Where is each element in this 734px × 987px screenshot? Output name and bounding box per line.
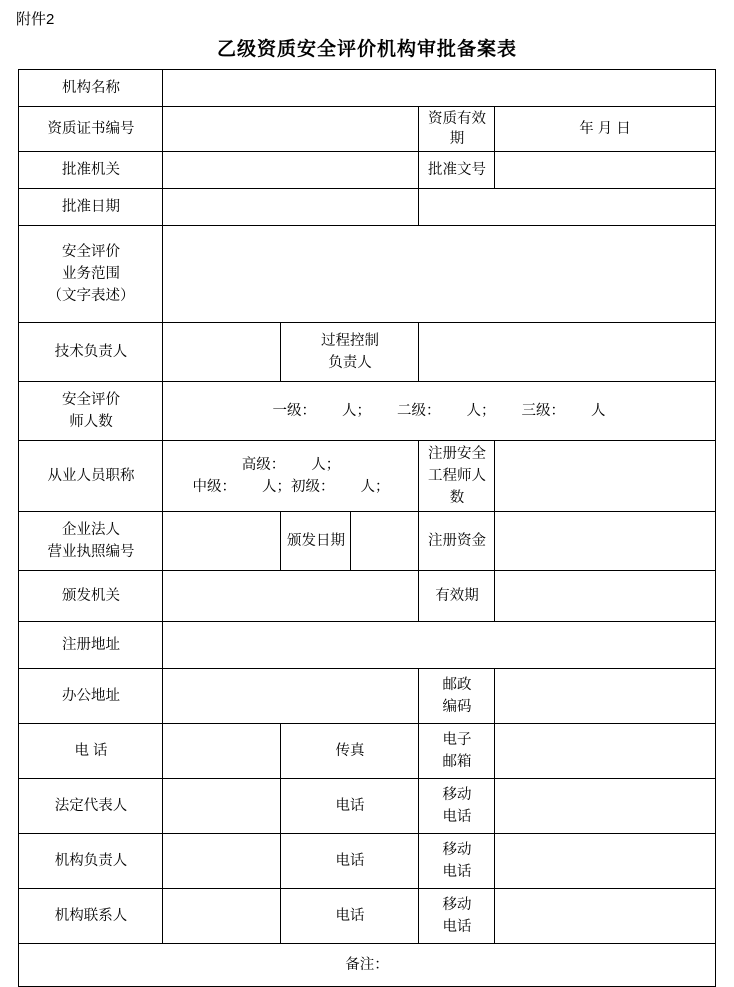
table-row	[19, 107, 715, 152]
value-business-scope[interactable]	[163, 226, 715, 323]
label-postcode	[419, 669, 495, 724]
email-line-1: 电子	[442, 732, 472, 748]
assessor-level-2-label: 二级：	[396, 403, 441, 419]
business-scope-line-2: 业务范围	[61, 266, 120, 282]
value-approval-org[interactable]	[163, 152, 419, 189]
license-line-2: 营业执照编号	[47, 544, 135, 560]
staff-mid-unit: 人；	[261, 479, 291, 495]
label-cert-no: 资质证书编号	[19, 107, 163, 152]
label-tech-leader: 技术负责人	[19, 323, 163, 382]
label-org-contact: 机构联系人	[19, 889, 163, 944]
label-legal-representative: 法定代表人	[19, 779, 163, 834]
value-cert-validity[interactable]: 年 月 日	[495, 107, 715, 152]
postcode-line-1: 邮政	[442, 677, 472, 693]
table-row	[19, 152, 715, 189]
attachment-label: 附件2	[16, 11, 55, 28]
org-leader-mobile-line-1: 移动	[442, 842, 472, 858]
value-approval-doc-no[interactable]	[495, 152, 715, 189]
label-telephone: 电 话	[19, 724, 163, 779]
table-row	[19, 382, 715, 441]
label-staff-titles: 从业人员职称	[19, 441, 163, 512]
process-control-line-2: 负责人	[328, 355, 372, 371]
value-registered-capital[interactable]	[495, 512, 715, 571]
value-legal-representative[interactable]	[163, 779, 281, 834]
table-row	[19, 189, 715, 226]
value-issuing-authority[interactable]	[163, 571, 419, 622]
legal-rep-mobile-line-1: 移动	[442, 787, 472, 803]
label-process-control-leader	[281, 323, 419, 382]
org-leader-mobile-line-2: 电话	[442, 864, 472, 880]
table-row	[19, 724, 715, 779]
staff-mid-label: 中级：	[192, 479, 236, 495]
assessor-count-line-2: 师人数	[69, 414, 113, 430]
label-org-contact-mobile	[419, 889, 495, 944]
value-issue-date[interactable]	[351, 512, 419, 571]
label-legal-rep-mobile	[419, 779, 495, 834]
license-line-1: 企业法人	[61, 522, 120, 538]
assessor-level-2-unit: 人；	[466, 403, 496, 419]
process-control-line-1: 过程控制	[320, 333, 379, 349]
staff-junior-unit: 人；	[360, 479, 390, 495]
page-title: 乙级资质安全评价机构审批备案表	[216, 39, 517, 60]
table-row	[19, 669, 715, 724]
value-cert-no[interactable]	[163, 107, 419, 152]
value-assessor-counts[interactable]	[163, 382, 715, 441]
assessor-level-3-unit: 人	[590, 403, 606, 419]
label-org-leader: 机构负责人	[19, 834, 163, 889]
staff-senior-label: 高级：	[241, 457, 286, 473]
table-row	[19, 323, 715, 382]
label-business-license-no	[19, 512, 163, 571]
value-org-leader-mobile[interactable]	[495, 834, 715, 889]
label-org-name: 机构名称	[19, 70, 163, 107]
value-telephone[interactable]	[163, 724, 281, 779]
label-legal-rep-phone: 电话	[281, 779, 419, 834]
label-org-leader-mobile	[419, 834, 495, 889]
staff-senior-line	[166, 454, 415, 476]
label-approval-date: 批准日期	[19, 189, 163, 226]
table-row	[19, 441, 715, 512]
table-row	[19, 512, 715, 571]
label-assessor-count	[19, 382, 163, 441]
table-row	[19, 622, 715, 669]
staff-senior-unit: 人；	[311, 457, 341, 473]
org-contact-mobile-line-1: 移动	[442, 897, 472, 913]
label-registered-capital: 注册资金	[419, 512, 495, 571]
value-office-address[interactable]	[163, 669, 419, 724]
table-row	[19, 889, 715, 944]
value-org-contact-mobile[interactable]	[495, 889, 715, 944]
label-office-address: 办公地址	[19, 669, 163, 724]
value-registered-engineer-count[interactable]	[495, 441, 715, 512]
table-row	[19, 944, 715, 987]
value-business-license-no[interactable]	[163, 512, 281, 571]
value-email[interactable]	[495, 724, 715, 779]
value-approval-date[interactable]	[163, 189, 419, 226]
value-postcode[interactable]	[495, 669, 715, 724]
value-org-name[interactable]	[163, 70, 715, 107]
staff-mid-junior-line	[166, 476, 415, 498]
legal-rep-mobile-line-2: 电话	[442, 809, 472, 825]
label-approval-doc-no: 批准文号	[419, 152, 495, 189]
label-registered-address: 注册地址	[19, 622, 163, 669]
value-tech-leader[interactable]	[163, 323, 281, 382]
value-org-leader[interactable]	[163, 834, 281, 889]
org-contact-mobile-line-2: 电话	[442, 919, 472, 935]
table-row	[19, 779, 715, 834]
business-scope-line-3: （文字表述）	[47, 288, 135, 304]
label-org-contact-phone: 电话	[281, 889, 419, 944]
value-process-control-leader[interactable]	[419, 323, 715, 382]
value-approval-date-extra[interactable]	[419, 189, 715, 226]
value-staff-titles[interactable]	[163, 441, 419, 512]
value-registered-address[interactable]	[163, 622, 715, 669]
label-business-scope	[19, 226, 163, 323]
email-line-2: 邮箱	[442, 754, 472, 770]
registered-engineer-line-2: 工程师人数	[427, 468, 486, 506]
value-org-contact[interactable]	[163, 889, 281, 944]
label-email	[419, 724, 495, 779]
staff-junior-label: 初级：	[290, 479, 335, 495]
registered-engineer-line-1: 注册安全	[427, 446, 486, 462]
value-legal-rep-mobile[interactable]	[495, 779, 715, 834]
label-fax: 传真	[281, 724, 419, 779]
assessor-level-1-label: 一级：	[272, 403, 316, 419]
label-issue-date: 颁发日期	[281, 512, 351, 571]
assessor-level-1-unit: 人；	[341, 403, 371, 419]
value-validity-period[interactable]	[495, 571, 715, 622]
approval-record-form	[18, 69, 715, 987]
assessor-level-3-label: 三级：	[521, 403, 565, 419]
table-row	[19, 70, 715, 107]
label-cert-validity: 资质有效期	[419, 107, 495, 152]
label-registered-engineer-count	[419, 441, 495, 512]
label-validity-period: 有效期	[419, 571, 495, 622]
table-row	[19, 226, 715, 323]
assessor-count-line-1: 安全评价	[61, 392, 120, 408]
label-approval-org: 批准机关	[19, 152, 163, 189]
business-scope-line-1: 安全评价	[61, 244, 120, 260]
remarks-cell[interactable]: 备注：	[19, 944, 715, 987]
label-org-leader-phone: 电话	[281, 834, 419, 889]
table-row	[19, 571, 715, 622]
table-row	[19, 834, 715, 889]
postcode-line-2: 编码	[442, 699, 472, 715]
label-issuing-authority: 颁发机关	[19, 571, 163, 622]
